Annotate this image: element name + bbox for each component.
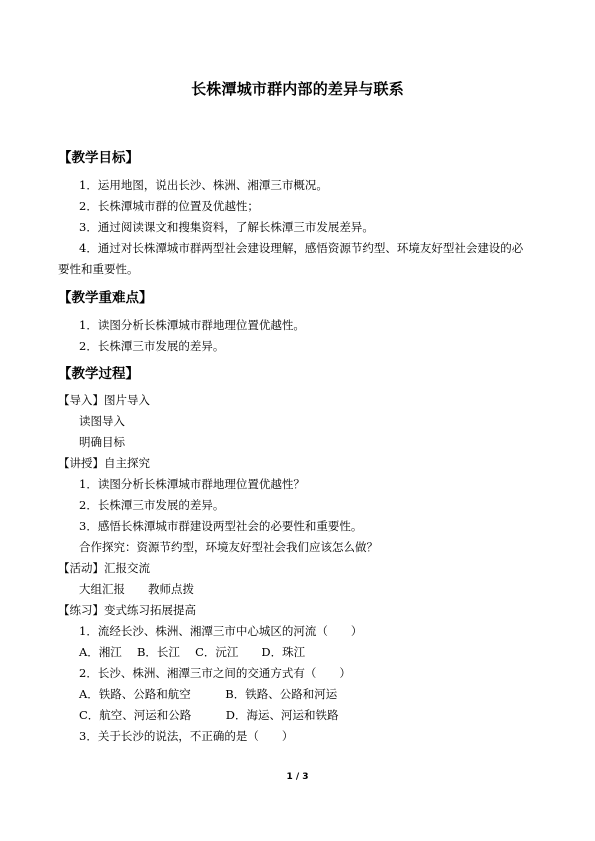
goal-item: 4．通过对长株潭城市群两型社会建设理解，感悟资源节约型、环境友好型社会建设的必 — [79, 241, 524, 255]
exercise-question: 2．长沙、株洲、湘潭三市之间的交通方式有（ ） — [79, 666, 351, 680]
exercise-options: A．铁路、公路和航空 B．铁路、公路和河运 — [79, 687, 338, 701]
section-heading-process: 【教学过程】 — [58, 366, 139, 382]
goal-item-continuation: 要性和重要性。 — [58, 262, 139, 276]
page-number: 1 / 3 — [286, 772, 309, 782]
process-line: 1．读图分析长株潭城市群地理位置优越性？ — [79, 477, 305, 491]
process-line: 【讲授】自主探究 — [58, 456, 150, 470]
exercise-question: 3．关于长沙的说法，不正确的是（ ） — [79, 729, 294, 743]
process-line: 大组汇报 教师点拨 — [79, 582, 194, 596]
exercise-options: C．航空、河运和公路 D．海运、河运和铁路 — [79, 708, 339, 722]
section-heading-key-points: 【教学重难点】 — [58, 290, 153, 306]
section-heading-goals: 【教学目标】 — [58, 150, 139, 166]
process-line: 【活动】汇报交流 — [58, 561, 150, 575]
process-line: 明确目标 — [79, 435, 125, 449]
goal-item: 1．运用地图，说出长沙、株洲、湘潭三市概况。 — [79, 178, 328, 192]
key-point-item: 2．长株潭三市发展的差异。 — [79, 339, 225, 353]
process-line: 读图导入 — [79, 414, 125, 428]
page-title: 长株潭城市群内部的差异与联系 — [191, 80, 404, 98]
process-line: 3．感悟长株潭城市群建设两型社会的必要性和重要性。 — [79, 519, 363, 533]
process-line: 【导入】图片导入 — [58, 393, 150, 407]
process-line: 合作探究：资源节约型，环境友好型社会我们应该怎么做？ — [79, 540, 378, 554]
exercise-options: A．湘江 B．长江 C．沅江 D．珠江 — [79, 645, 306, 659]
process-line: 【练习】变式练习拓展提高 — [58, 603, 196, 617]
process-line: 2．长株潭三市发展的差异。 — [79, 498, 225, 512]
goal-item: 2．长株潭城市群的位置及优越性； — [79, 199, 259, 213]
goal-item: 3．通过阅读课文和搜集资料，了解长株潭三市发展差异。 — [79, 220, 374, 234]
key-point-item: 1．读图分析长株潭城市群地理位置优越性。 — [79, 318, 305, 332]
exercise-question: 1．流经长沙、株洲、湘潭三市中心城区的河流（ ） — [79, 624, 363, 638]
